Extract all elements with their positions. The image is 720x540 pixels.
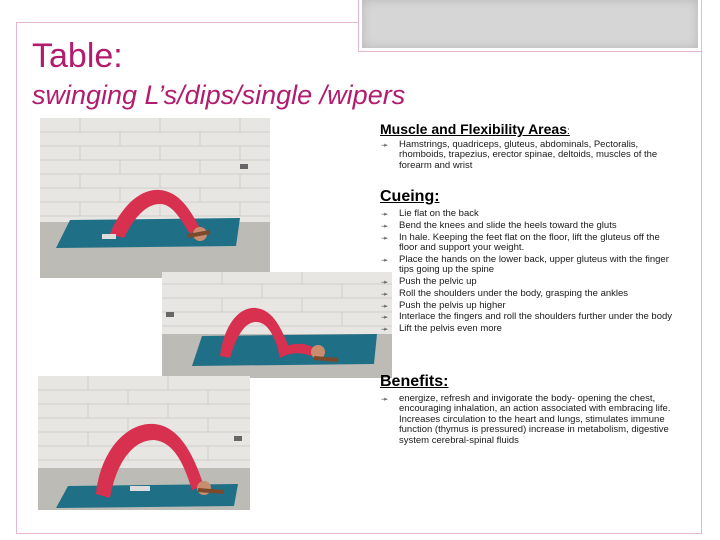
list-item-text: In hale. Keeping the feet flat on the floor, lift the gluteus off the floor and support your weight. [399,231,660,253]
list-item [381,289,677,299]
list-item-text: Interlace the fingers and roll the shoulders further under the body [399,311,673,323]
muscle-list [381,140,677,171]
list-item [381,301,677,311]
arrow-bullet-icon: ➛ [381,277,389,287]
exercise-photo-1 [40,118,270,278]
arrow-bullet-icon: ➛ [381,394,389,404]
arrow-bullet-icon: ➛ [381,209,389,219]
slide-subtitle: swinging L’s/dips/single /wipers [32,80,406,110]
list-item-text: Place the hands on the lower back, upper gluteus with the finger tips going up the spine [399,253,669,276]
slide-title: Table: [32,37,123,75]
arrow-bullet-icon: ➛ [381,232,389,243]
list-item-text: Push the pelvis up higher [399,299,506,311]
exercise-photo-3 [38,376,250,510]
arrow-bullet-icon: ➛ [381,254,389,265]
list-item-text: Hamstrings, quadriceps, gluteus, abdominals, Pectoralis, rhomboids, trapezius, erector spinae, deltoids, muscles of the forearm and wrist [399,139,658,171]
list-item [381,221,677,231]
list-item-text: Lie flat on the back [399,208,479,219]
list-item [381,140,677,171]
list-item [381,209,677,219]
list-item [381,394,677,446]
cueing-heading: Cueing: [380,188,440,205]
arrow-bullet-icon: ➛ [381,300,389,311]
list-item [381,312,677,322]
arrow-bullet-icon: ➛ [381,140,389,150]
arrow-bullet-icon: ➛ [381,312,389,323]
benefits-list [381,394,677,446]
muscle-heading-text: Muscle and Flexibility Areas [380,121,567,137]
list-item-text: Lift the pelvis even more [399,323,502,335]
list-item-text: Push the pelvic up [399,276,477,287]
list-item [381,233,677,254]
cueing-list [381,209,677,336]
list-item-text: energize, refresh and invigorate the body- opening the chest, encouraging inhalation, an action associated with embracing life. Increases circulation to the heart and lungs, stimulates immune function (thymus is pressured) increase in metabolism, digestive system cerebral-spinal fluids [399,393,671,446]
list-item [381,324,677,334]
arrow-bullet-icon: ➛ [381,324,389,335]
exercise-photo-2 [162,272,392,378]
arrow-bullet-icon: ➛ [381,220,389,231]
arrow-bullet-icon: ➛ [381,288,389,299]
list-item-text: Bend the knees and slide the heels toward the gluts [399,219,617,231]
header-decoration-panel [362,0,698,48]
benefits-heading: Benefits: [380,373,449,390]
muscle-heading [380,121,570,137]
list-item-text: Roll the shoulders under the body, grasping the ankles [399,287,629,299]
muscle-heading-colon: : [567,126,570,137]
list-item [381,255,677,276]
list-item [381,277,677,287]
